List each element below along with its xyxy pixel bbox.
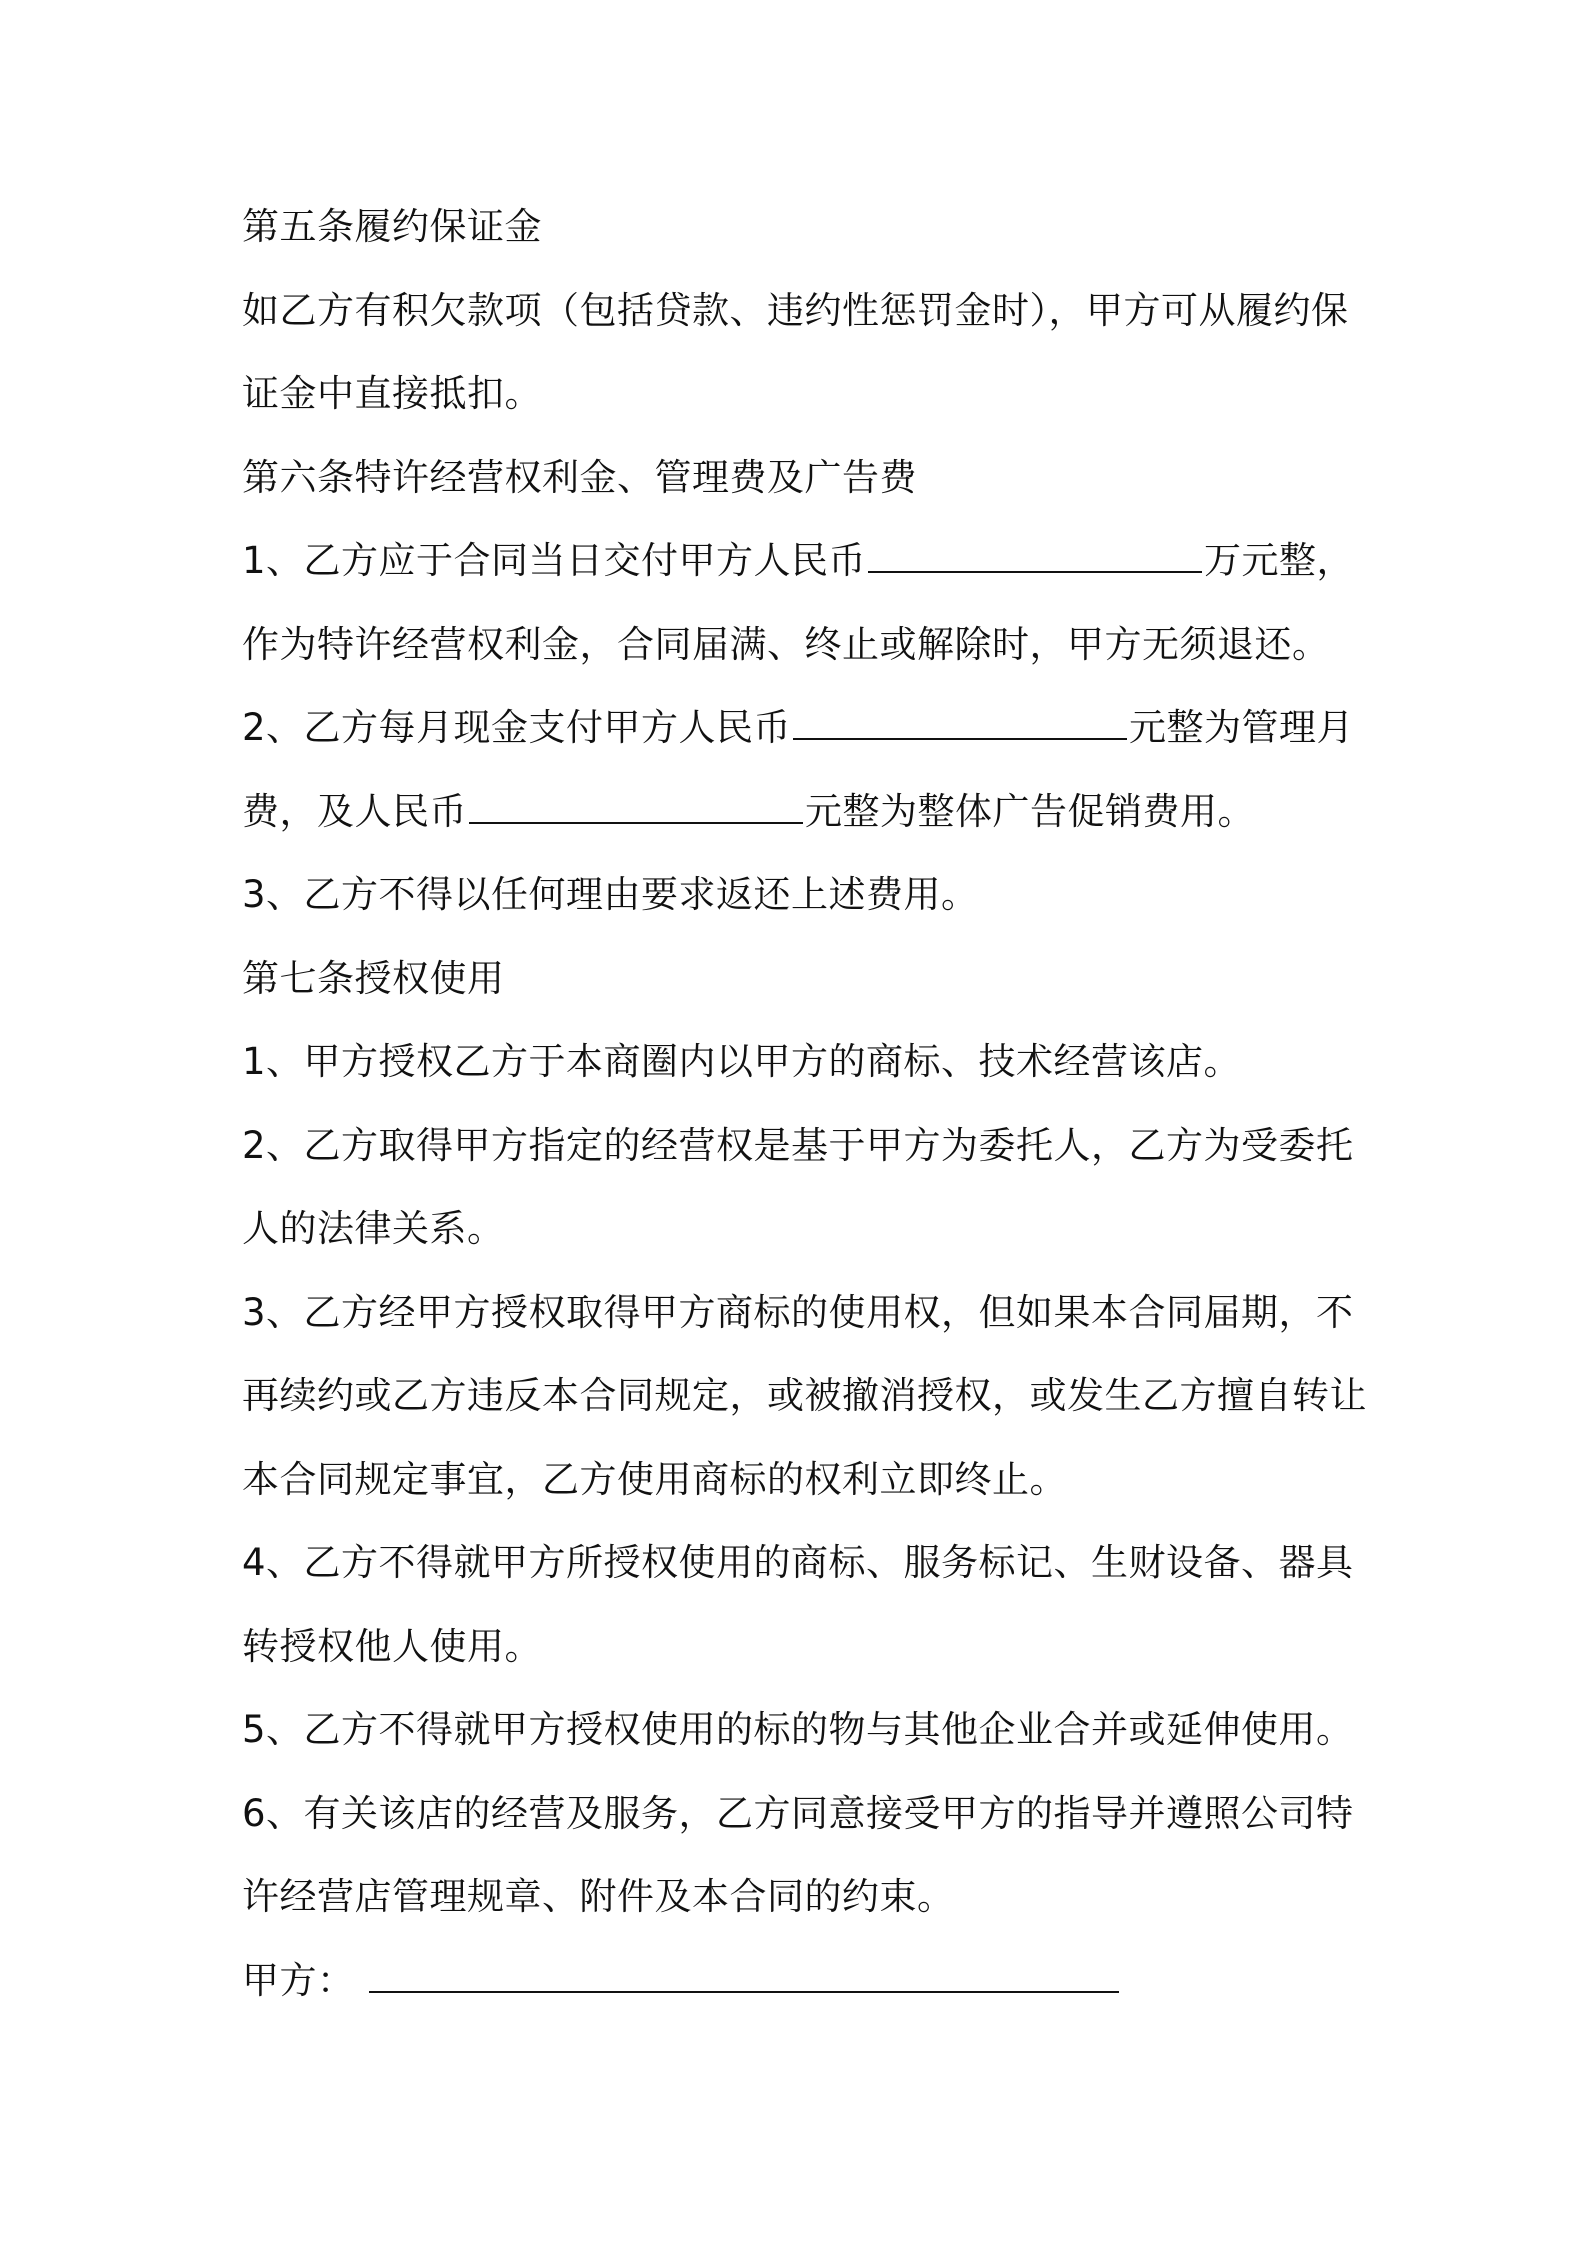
amount-blank-franchise-fee[interactable] [868, 535, 1202, 573]
article5-paragraph-line2: 证金中直接抵扣。 [242, 372, 542, 415]
article5-paragraph-line1: 如乙方有积欠款项（包括贷款、违约性惩罚金时），甲方可从履约保 [242, 289, 1349, 332]
article7-item3-line3: 本合同规定事宜，乙方使用商标的权利立即终止。 [242, 1458, 1067, 1501]
party-a-label: 甲方： [242, 1959, 355, 2002]
party-a-signature-blank[interactable] [369, 1955, 1119, 1993]
article6-item1-prefix: 1、乙方应于合同当日交付甲方人民币 [242, 539, 867, 582]
article7-item2-line1: 2、乙方取得甲方指定的经营权是基于甲方为委托人，乙方为受委托 [242, 1124, 1354, 1167]
article7-heading: 第七条授权使用 [242, 957, 505, 1000]
article6-item1-line2: 作为特许经营权利金，合同届满、终止或解除时，甲方无须退还。 [242, 623, 1330, 666]
article7-item4-line2: 转授权他人使用。 [242, 1625, 542, 1668]
article7-item5: 5、乙方不得就甲方授权使用的标的物与其他企业合并或延伸使用。 [242, 1708, 1354, 1751]
article6-item1-suffix: 万元整， [1204, 539, 1355, 582]
article6-item2-line2 [242, 786, 1362, 838]
amount-blank-advertising-fee[interactable] [469, 786, 803, 824]
article5-heading: 第五条履约保证金 [242, 205, 542, 248]
article6-heading: 第六条特许经营权利金、管理费及广告费 [242, 456, 917, 499]
article7-item6-line2: 许经营店管理规章、附件及本合同的约束。 [242, 1875, 955, 1918]
article6-item3: 3、乙方不得以任何理由要求返还上述费用。 [242, 873, 979, 916]
article6-item2-suffix: 元整为管理月 [1129, 706, 1355, 749]
article6-item2-line2-suffix: 元整为整体广告促销费用。 [805, 790, 1255, 833]
article7-item6-line1: 6、有关该店的经营及服务，乙方同意接受甲方的指导并遵照公司特 [242, 1792, 1354, 1835]
article7-item4-line1: 4、乙方不得就甲方所授权使用的商标、服务标记、生财设备、器具 [242, 1541, 1354, 1584]
article6-item2-line2-prefix: 费，及人民币 [242, 790, 467, 833]
article7-item2-line2: 人的法律关系。 [242, 1207, 505, 1250]
amount-blank-management-fee[interactable] [793, 702, 1127, 740]
article7-item1: 1、甲方授权乙方于本商圈内以甲方的商标、技术经营该店。 [242, 1040, 1242, 1083]
article7-item3-line2: 再续约或乙方违反本合同规定，或被撤消授权，或发生乙方擅自转让 [242, 1374, 1367, 1417]
article6-item1-line1 [242, 535, 1362, 587]
article6-item2-line1 [242, 702, 1362, 754]
article6-item2-prefix: 2、乙方每月现金支付甲方人民币 [242, 706, 792, 749]
signature-line-party-a [242, 1955, 1362, 2007]
article7-item3-line1: 3、乙方经甲方授权取得甲方商标的使用权，但如果本合同届期，不 [242, 1291, 1354, 1334]
